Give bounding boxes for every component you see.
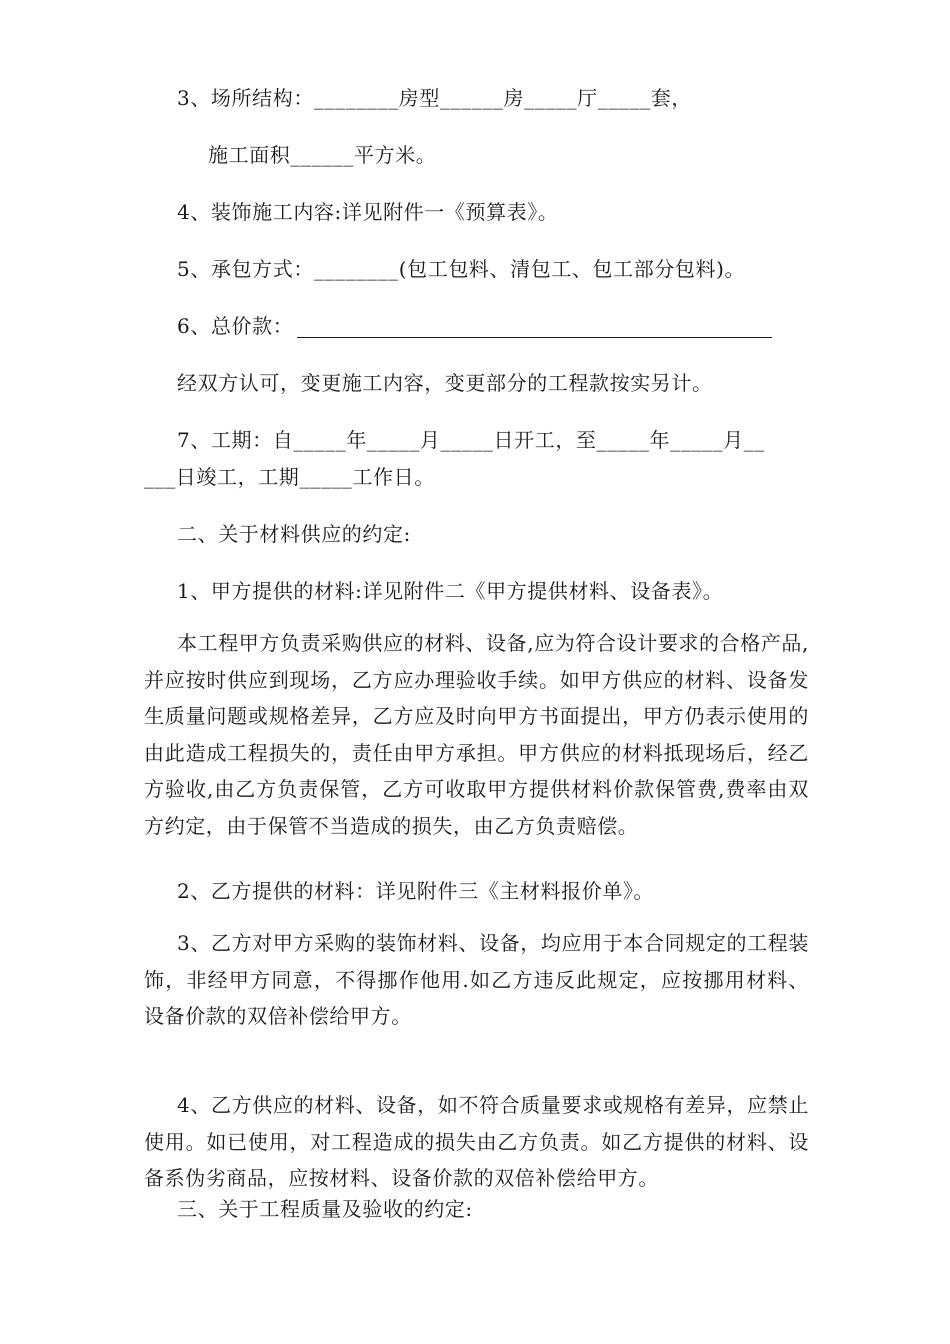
- section-3-heading: 三、关于工程质量及验收的约定:: [177, 1197, 473, 1221]
- clause-6-total-price: [177, 314, 772, 338]
- clause-7-duration-cont: ___日竣工，工期_____工作日。: [144, 465, 435, 489]
- section-2-heading: 二、关于材料供应的约定:: [177, 522, 411, 546]
- material-clause-4: 4、乙方供应的材料、设备，如不符合质量要求或规格有差异，应禁止使用。如已使用，对工程造成的损失由乙方负责。如乙方提供的材料、设备系伪劣商品，应按材料、设备价款的双倍补偿给甲方。: [144, 1093, 809, 1190]
- clause-6-label: 6、总价款：: [177, 314, 294, 338]
- change-note: 经双方认可，变更施工内容，变更部分的工程款按实另计。: [177, 371, 713, 395]
- clause-3-venue-structure: 3、场所结构：________房型______房_____厅_____套，: [177, 86, 692, 110]
- material-clause-3: 3、乙方对甲方采购的装饰材料、设备，均应用于本合同规定的工程装饰，非经甲方同意，不得挪作他用.如乙方违反此规定，应按挪用材料、设备价款的双倍补偿给甲方。: [144, 931, 809, 1028]
- total-price-blank: [297, 317, 772, 338]
- clause-7-duration: 7、工期：自_____年_____月_____日开工，至_____年_____月__: [177, 428, 765, 452]
- clause-5-contract-method: 5、承包方式：________(包工包料、清包工、包工部分包料)。: [177, 257, 746, 281]
- clause-3-construction-area: 施工面积______平方米。: [208, 143, 437, 167]
- material-clause-2: 2、乙方提供的材料：详见附件三《主材料报价单》。: [177, 879, 655, 903]
- material-clause-1: 1、甲方提供的材料:详见附件二《甲方提供材料、设备表》。: [177, 579, 724, 603]
- clause-4-construction-content: 4、装饰施工内容:详见附件一《预算表》。: [177, 200, 559, 224]
- material-paragraph-1: 本工程甲方负责采购供应的材料、设备,应为符合设计要求的合格产品,并应按时供应到现场，乙方应办理验收手续。如甲方供应的材料、设备发生质量问题或规格差异，乙方应及时向甲方书面提出，甲方仍表示使用的由此造成工程损失的，责任由甲方承担。甲方供应的材料抵现场后，经乙方验收,由乙方负责保管，乙方可收取甲方提供材料价款保管费,费率由双方约定，由于保管不当造成的损失，由乙方负责赔偿。: [144, 631, 809, 838]
